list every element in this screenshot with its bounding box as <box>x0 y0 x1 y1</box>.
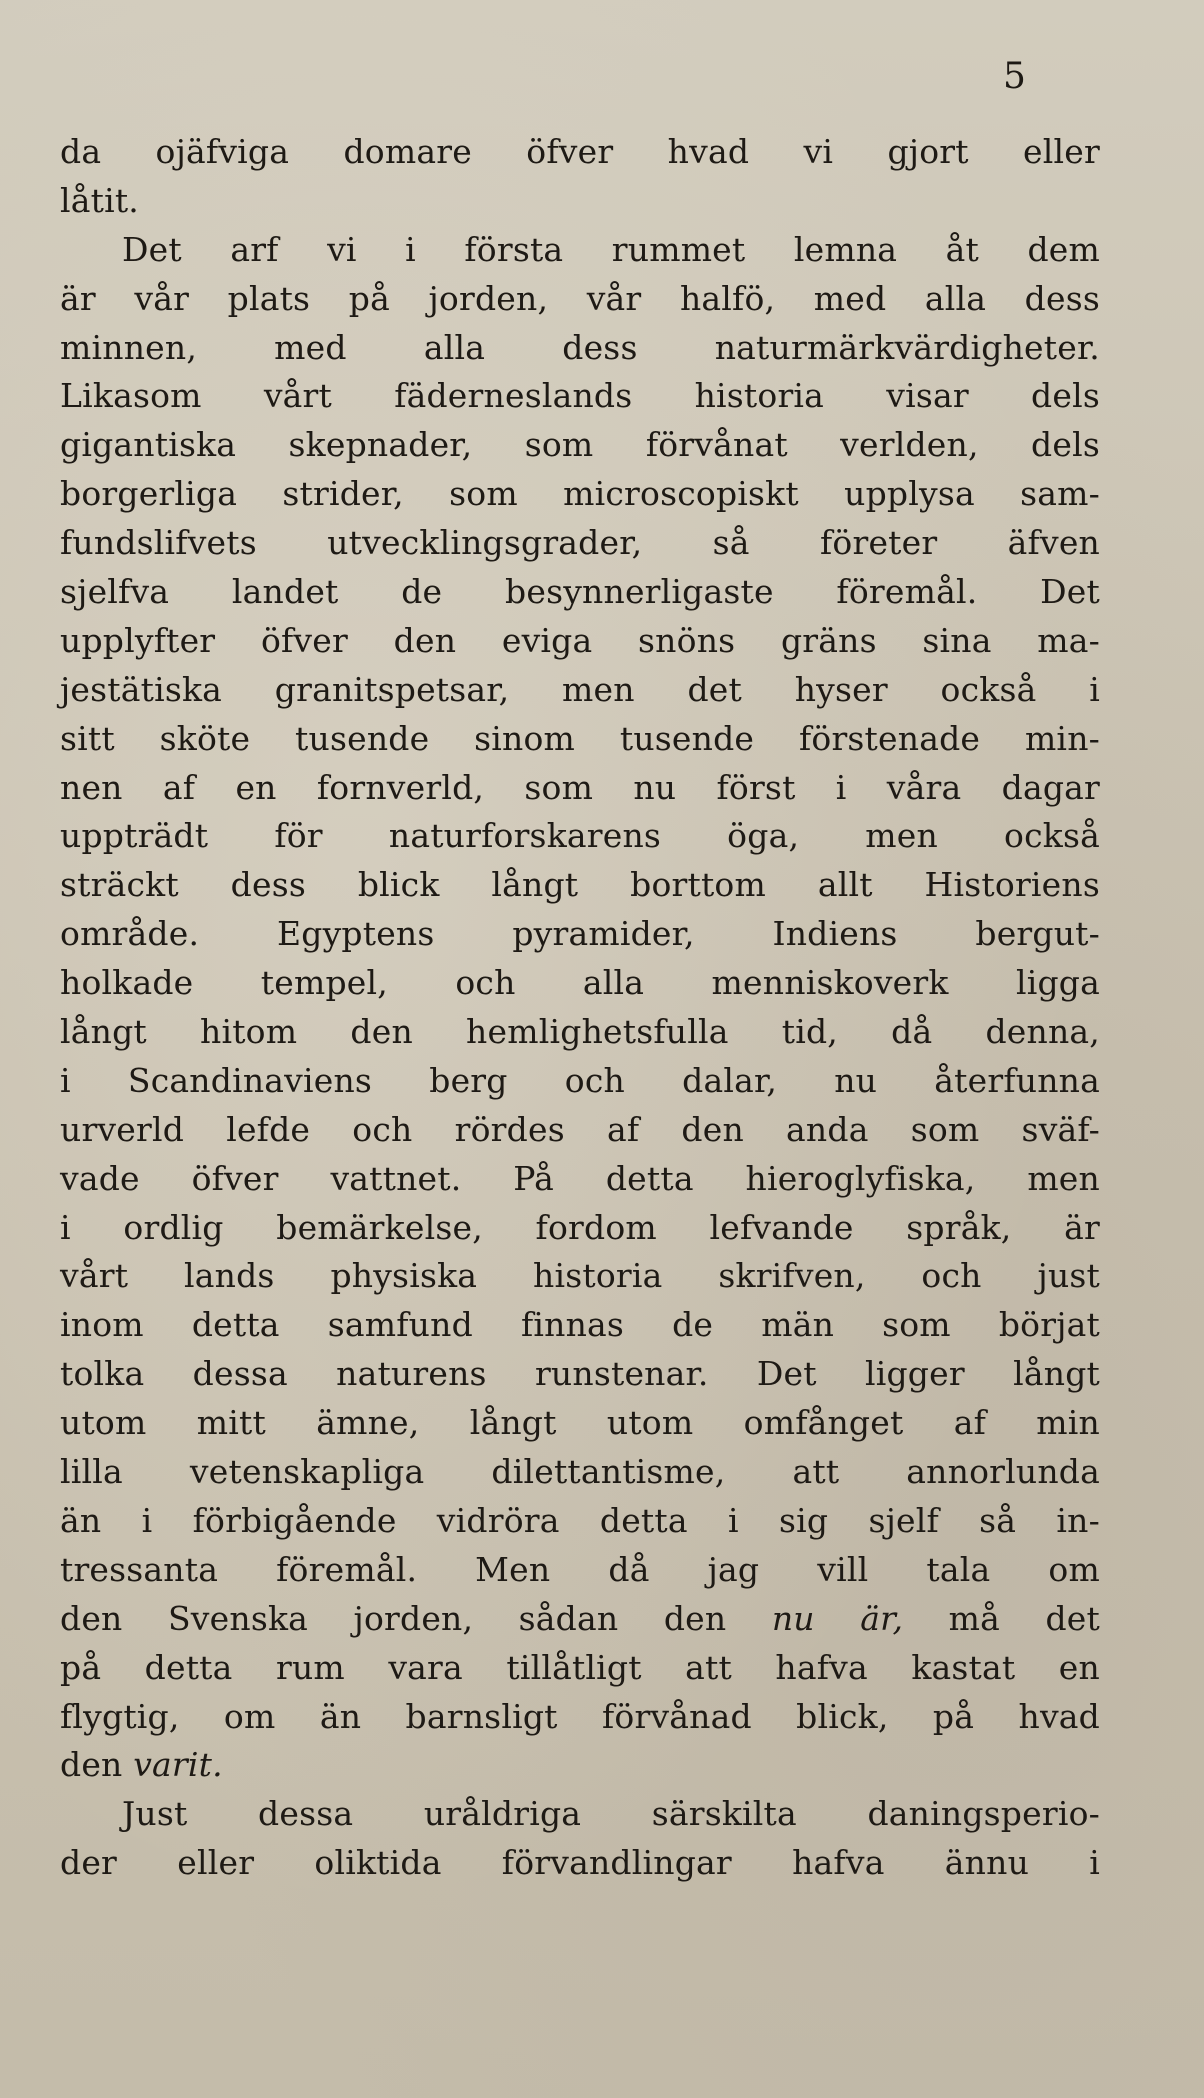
body-text <box>60 128 1100 1888</box>
text-line: i ordlig bemärkelse, fordom lefvande språk, är <box>60 1207 1100 1247</box>
text-line: urverld lefde och rördes af den anda som sväf- <box>60 1109 1100 1149</box>
text-line: Likasom vårt fäderneslands historia visar dels <box>60 376 1100 416</box>
text-line: sitt sköte tusende sinom tusende förstenade min- <box>60 718 1100 758</box>
text-line: inom detta samfund finnas de män som börjat <box>60 1305 1100 1345</box>
text-line: flygtig, om än barnsligt förvånad blick, på hvad <box>60 1696 1100 1736</box>
text-line: borgerliga strider, som microscopiskt upplysa sam- <box>60 474 1100 514</box>
text-line: holkade tempel, och alla menniskoverk ligga <box>60 963 1100 1003</box>
text-line: på detta rum vara tillåtligt att hafva kastat en <box>60 1647 1100 1687</box>
text-line: da ojäfviga domare öfver hvad vi gjort eller <box>60 132 1100 171</box>
text-line: sträckt dess blick långt borttom allt Historiens <box>60 865 1100 905</box>
text-line: gigantiska skepnader, som förvånat verlden, dels <box>60 425 1100 465</box>
text-line: vade öfver vattnet. På detta hieroglyfiska, men <box>60 1158 1100 1198</box>
text-line: tressanta föremål. Men då jag vill tala om <box>60 1549 1100 1589</box>
text-line: än i förbigående vidröra detta i sig sjelf så in- <box>60 1500 1100 1540</box>
text-line: är vår plats på jorden, vår halfö, med alla dess <box>60 278 1100 318</box>
text-line <box>60 1741 1100 1790</box>
text-line: tolka dessa naturens runstenar. Det ligger långt <box>60 1354 1100 1394</box>
text-segment: den <box>60 1745 134 1785</box>
text-line: långt hitom den hemlighetsfulla tid, då denna, <box>60 1012 1100 1052</box>
text-line: minnen, med alla dess naturmärkvärdigheter. <box>60 327 1100 367</box>
text-line: område. Egyptens pyramider, Indiens bergut- <box>60 914 1100 954</box>
italic-segment: nu är, <box>771 1598 904 1638</box>
page-number: 5 <box>1003 56 1026 97</box>
text-line: upplyfter öfver den eviga snöns gräns sina ma- <box>60 620 1100 660</box>
text-line: låtit. <box>60 180 139 220</box>
text-segment: må det <box>903 1598 1100 1638</box>
italic-segment: varit. <box>133 1745 223 1785</box>
text-line: der eller oliktida förvandlingar hafva ännu i <box>60 1843 1100 1883</box>
text-line <box>60 1595 1100 1644</box>
text-line: utom mitt ämne, långt utom omfånget af min <box>60 1403 1100 1443</box>
text-segment: den Svenska jorden, sådan den <box>60 1598 772 1638</box>
text-line: Det arf vi i första rummet lemna åt dem <box>122 229 1100 269</box>
text-line: vårt lands physiska historia skrifven, och just <box>60 1256 1100 1296</box>
text-line: i Scandinaviens berg och dalar, nu återfunna <box>60 1060 1100 1100</box>
text-line: jestätiska granitspetsar, men det hyser också i <box>60 669 1100 709</box>
text-line: nen af en fornverld, som nu först i våra dagar <box>60 767 1100 807</box>
text-line: sjelfva landet de besynnerligaste föremål. Det <box>60 572 1100 612</box>
text-line: uppträdt för naturforskarens öga, men också <box>60 816 1100 856</box>
text-line: Just dessa uråldriga särskilta daningsperio- <box>122 1794 1100 1834</box>
text-line: lilla vetenskapliga dilettantisme, att annorlunda <box>60 1452 1100 1492</box>
text-line: fundslifvets utvecklingsgrader, så företer äfven <box>60 523 1100 563</box>
